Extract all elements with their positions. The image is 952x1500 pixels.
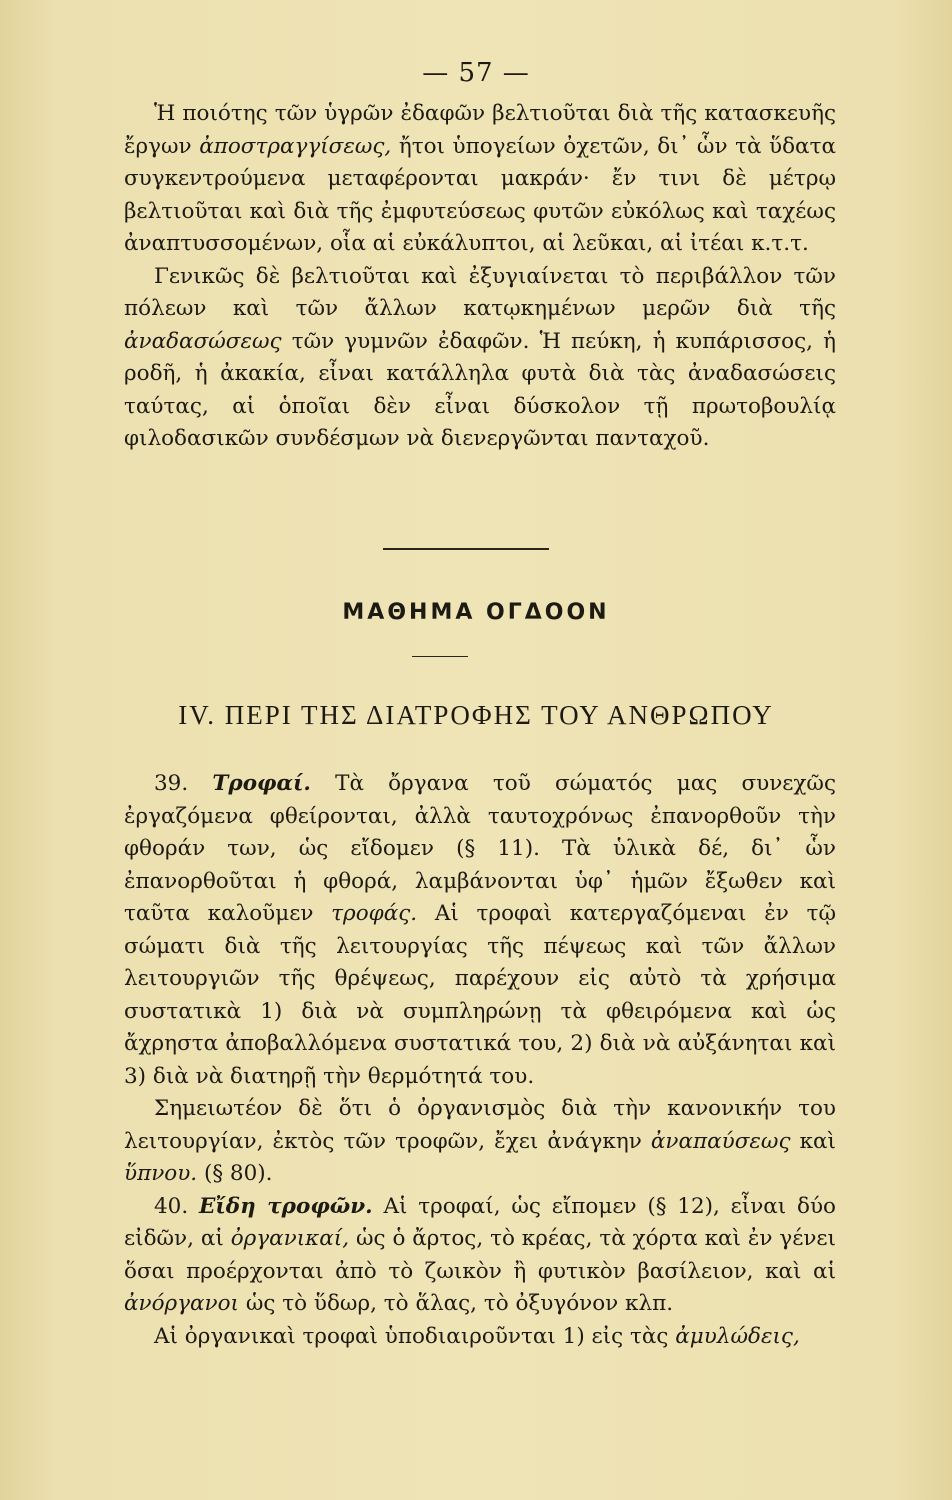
text-block-lower xyxy=(124,768,836,1353)
term-starchy: ἀμυλώδεις, xyxy=(675,1323,800,1349)
lesson-title: ΜΑΘΗΜΑ ΟΓΔΟΟΝ xyxy=(342,600,610,625)
term-drainage: ἀποστραγγίσεως, xyxy=(199,133,392,159)
paragraph-last: Αἱ ὀργανικαὶ τροφαὶ ὑποδιαιροῦνται 1) εἰς τὰς ἀμυλώδεις, xyxy=(154,1323,800,1349)
section-number: 39. xyxy=(154,771,213,796)
section-number: 40. xyxy=(154,1193,199,1219)
paragraph-reforestation: Γενικῶς δὲ βελτιοῦται καὶ ἐξυγιαίνεται τὸ περιβάλλον τῶν πόλεων καὶ τῶν ἄλλων κατῳκημένων μερῶν διὰ τῆς ἀναδασώσεως τῶν γυμνῶν ἐδαφῶν. Ἡ πεύκη, ἡ κυπάρισσος, ἡ ροδῆ, ἡ ἀκακία, εἶναι κατάλληλα φυτὰ διὰ τὰς ἀναδασώσεις ταύτας, αἱ ὁποῖαι δὲν εἶναι δύσκολον τῇ πρωτοβουλίᾳ φιλοδασικῶν συνδέσμων νὰ διενεργῶνται πανταχοῦ. xyxy=(124,263,836,451)
term-foods: τροφάς. xyxy=(331,901,418,926)
paragraph-39: 39. Τροφαί. Τὰ ὄργανα τοῦ σώματός μας συνεχῶς ἐργαζόμενα φθείρονται, ἀλλὰ ταυτοχρόνως ἐπανορθοῦν τὴν φθοράν των, ὡς εἴδομεν (§ 11). Τὰ ὑλικὰ δέ, δι᾽ ὧν ἐπανορθοῦται ἡ φθορά, λαμβάνονται ὑφ᾽ ἡμῶν ἔξωθεν καὶ ταῦτα καλοῦμεν τροφάς. Αἱ τροφαὶ κατεργαζόμεναι ἐν τῷ σώματι διὰ τῆς λειτουργίας τῆς πέψεως καὶ τῶν ἄλλων λειτουργιῶν τῆς θρέψεως, παρέχουν εἰς αὐτὸ τὰ χρήσιμα συστατικὰ 1) διὰ νὰ συμπληρώνῃ τὰ φθειρόμενα καὶ ὡς ἄχρηστα ἀποβαλλόμενα συστατικά του, 2) διὰ νὰ αὐξάνηται καὶ 3) διὰ νὰ διατηρῇ τὴν θερμότητά του. xyxy=(124,771,837,1089)
section-heading: Εἴδη τροφῶν. xyxy=(199,1193,373,1219)
paragraph-40: 40. Εἴδη τροφῶν. Αἱ τροφαί, ὡς εἴπομεν (§ 12), εἶναι δύο εἰδῶν, αἱ ὀργανικαί, ὡς ὁ ἄρτος, τὸ κρέας, τὰ χόρτα καὶ ἐν γένει ὅσαι προέρχονται ἀπὸ τὸ ζωικὸν ἢ φυτικὸν βασίλειον, καὶ αἱ ἀνόργανοι ὡς τὸ ὕδωρ, τὸ ἅλας, τὸ ὀξυγόνον κλπ. xyxy=(124,1193,836,1316)
short-divider xyxy=(412,656,468,657)
paragraph-note: Σημειωτέον δὲ ὅτι ὁ ὀργανισμὸς διὰ τὴν κανονικήν του λειτουργίαν, ἐκτὸς τῶν τροφῶν, ἔχει ἀνάγκην ἀναπαύσεως καὶ ὕπνου. (§ 80). xyxy=(124,1096,836,1186)
section-divider xyxy=(383,548,549,550)
section-heading: Τροφαί. xyxy=(212,771,311,796)
text-block-upper xyxy=(124,98,836,456)
term-sleep: ὕπνου. xyxy=(124,1161,198,1186)
term-inorganic: ἀνόργανοι xyxy=(124,1291,239,1316)
chapter-title: IV. ΠΕΡΙ ΤΗΣ ΔΙΑΤΡΟΦΗΣ ΤΟΥ ΑΝΘΡΩΠΟΥ xyxy=(178,700,774,730)
term-rest: ἀναπαύσεως xyxy=(650,1128,791,1154)
paragraph-drainage: Ἡ ποιότης τῶν ὑγρῶν ἐδαφῶν βελτιοῦται διὰ τῆς κατασκευῆς ἔργων ἀποστραγγίσεως, ἤτοι ὑπογείων ὀχετῶν, δι᾽ ὧν τὰ ὕδατα συγκεντρούμενα μεταφέρονται μακράν· ἔν τινι δὲ μέτρῳ βελτιοῦται καὶ διὰ τῆς ἐμφυτεύσεως φυτῶν εὐκόλως καὶ ταχέως ἀναπτυσσομένων, οἷα αἱ εὐκάλυπτοι, αἱ λεῦκαι, αἱ ἰτέαι κ.τ.τ. xyxy=(124,101,836,256)
term-organic: ὀργανικαί, xyxy=(230,1226,350,1251)
term-reforestation: ἀναδασώσεως xyxy=(124,328,282,354)
page-number: — 57 — xyxy=(422,58,530,88)
